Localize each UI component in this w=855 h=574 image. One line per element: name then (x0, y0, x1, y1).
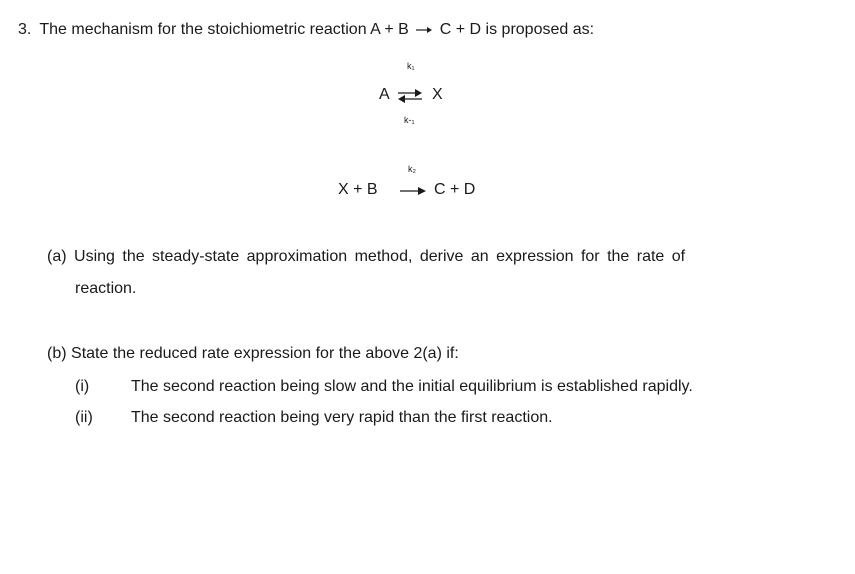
part-b-heading (47, 344, 459, 364)
forward-arrow-icon (398, 186, 428, 196)
statement-post: C + D is proposed as: (439, 21, 595, 38)
step1-reactant: A (379, 86, 390, 103)
question-number: 3. (18, 21, 32, 38)
part-a-line-1 (47, 247, 685, 267)
step2-reactants: X + B (338, 181, 378, 198)
reaction-arrow-icon (415, 25, 433, 35)
item-i-text: The second reaction being slow and the initial equilibrium is established rapidly. (131, 378, 693, 395)
statement-pre: The mechanism for the stoichiometric reaction A + B (39, 21, 409, 38)
question-statement (18, 20, 594, 40)
mechanism-step-2 (338, 160, 498, 210)
reverse-rate-constant: k-₁ (404, 115, 415, 125)
step2-products: C + D (434, 181, 476, 198)
step1-product: X (432, 86, 443, 103)
equilibrium-arrow-icon (396, 88, 424, 104)
forward-rate-constant: k₁ (407, 61, 415, 71)
mechanism-step-1 (374, 60, 464, 130)
part-a-text-1: Using the steady-state approximation method, derive an expression for the rate of (74, 248, 686, 265)
part-a-label: (a) (47, 248, 67, 265)
step2-rate-constant: k₂ (408, 164, 416, 174)
item-i-label: (i) (75, 378, 90, 395)
item-ii-label: (ii) (75, 409, 93, 426)
part-a-line-2: reaction. (75, 280, 137, 297)
item-ii-text: The second reaction being very rapid than the first reaction. (131, 409, 553, 426)
part-b-text: State the reduced rate expression for the above 2(a) if: (71, 345, 459, 362)
part-b-label: (b) (47, 345, 67, 362)
